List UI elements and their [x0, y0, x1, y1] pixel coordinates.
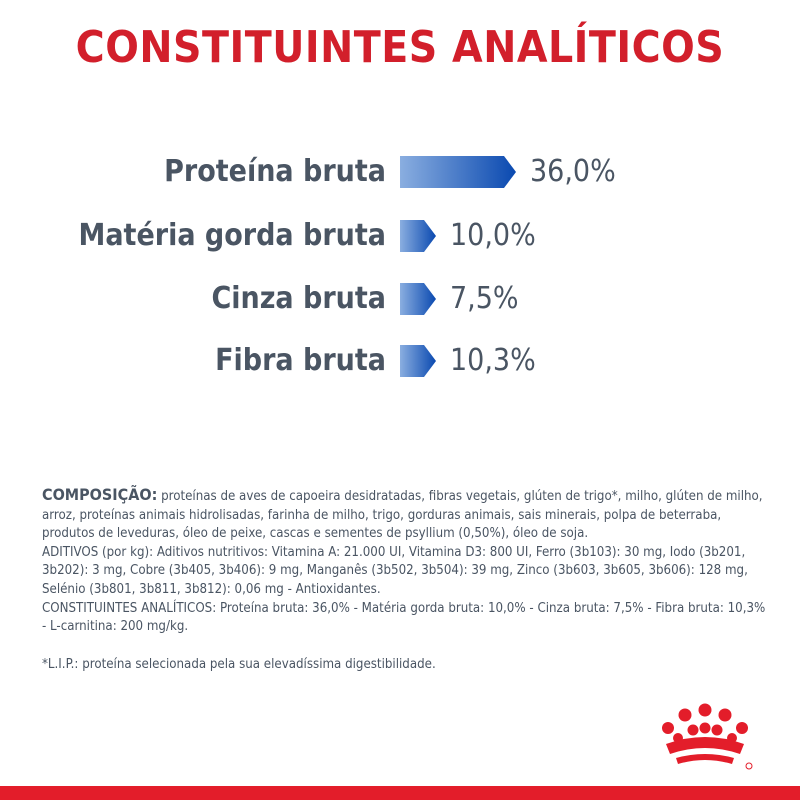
footnote: *L.I.P.: proteína selecionada pela sua elevadíssima digestibilidade.: [42, 657, 436, 672]
additives-text: ADITIVOS (por kg): Aditivos nutritivos: Vitamina A: 21.000 UI, Vitamina D3: 800 UI, Ferro (3b103): 30 mg, Iodo (3b201, 3b202): 3 mg, Cobre (3b405, 3b406): 9 mg, Manganês (3b502, 3b504): 39 mg, Zinco (3b603, 3b605, 3b606): 128 mg, Selénio (3b801, 3b811, 3b812): 0,06 mg - Antioxidantes.: [42, 544, 748, 597]
constituent-value: 36,0%: [530, 154, 616, 189]
constituent-label: Matéria gorda bruta: [78, 218, 386, 253]
constituent-bar: [400, 156, 516, 188]
constituent-bar: [400, 345, 436, 377]
composition-heading: COMPOSIÇÃO:: [42, 485, 158, 504]
constituent-row: [0, 279, 800, 319]
constituent-row: [0, 341, 800, 381]
constituent-label: Proteína bruta: [164, 154, 386, 189]
composition-text: proteínas de aves de capoeira desidratadas, fibras vegetais, glúten de trigo*, milho, glúten de milho, arroz, proteínas animais hidrolisadas, farinha de milho, trigo, gorduras animais, sais minerais, polpa de beterraba, produtos de leveduras, óleo de peixe, cascas e sementes de psyllium (0,50%), óleo de soja.: [42, 489, 763, 542]
composition-paragraph: [42, 486, 772, 544]
composition-block: [42, 486, 772, 637]
analytical-constituents-text: CONSTITUINTES ANALÍTICOS: Proteína bruta: 36,0% - Matéria gorda bruta: 10,0% - Cinza bruta: 7,5% - Fibra bruta: 10,3% - L-carnitina: 200 mg/kg.: [42, 600, 766, 635]
constituent-row: [0, 216, 800, 256]
constituent-value: 7,5%: [450, 281, 519, 316]
constituent-value: 10,3%: [450, 343, 536, 378]
brand-red-strip: [0, 786, 800, 800]
constituent-label: Cinza bruta: [211, 281, 386, 316]
constituent-value: 10,0%: [450, 218, 536, 253]
royal-canin-crown-icon: [648, 700, 758, 780]
page-title: CONSTITUINTES ANALÍTICOS: [75, 22, 725, 73]
constituent-bar: [400, 283, 436, 315]
constituent-row: [0, 152, 800, 192]
constituent-label: Fibra bruta: [215, 343, 386, 378]
constituent-bar: [400, 220, 436, 252]
